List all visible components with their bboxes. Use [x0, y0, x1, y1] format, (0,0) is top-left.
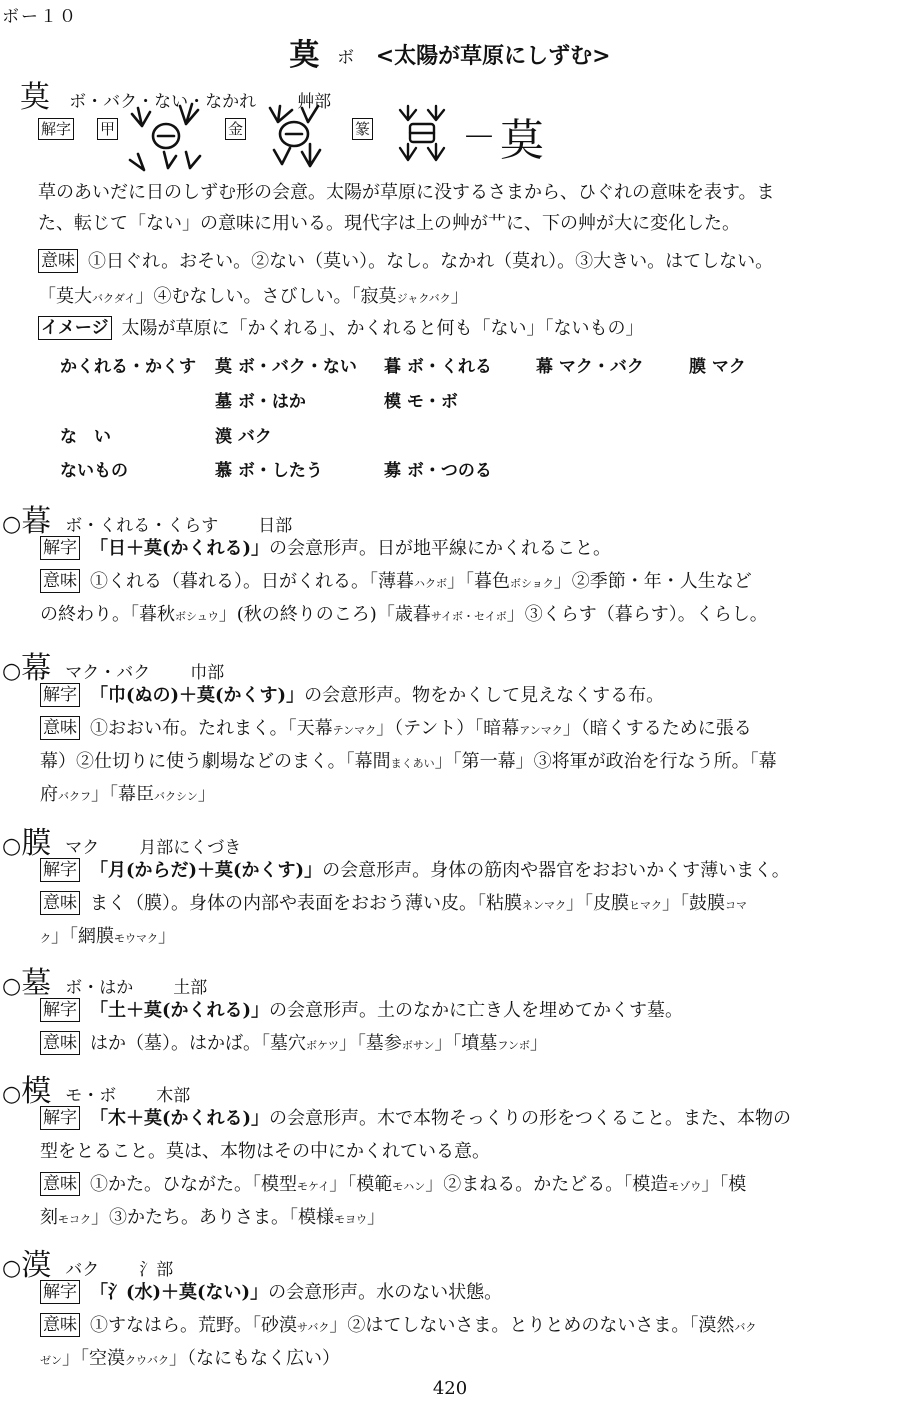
entry-imi-line — [40, 891, 747, 919]
entry-kanji: 漠 — [21, 1248, 52, 1283]
entry-radical: 月部にくづき — [139, 838, 242, 858]
title-kanji: 莫 — [289, 38, 320, 73]
entry-radical: 氵部 — [139, 1260, 174, 1280]
entry-kanji: 暮 — [21, 504, 52, 539]
entry-kaiji-text: の会意形声。身体の筋肉や器官をおおいかくす薄いまく。 — [322, 860, 790, 881]
entry-kaiji-text: の会意形声。日が地平線にかくれること。 — [269, 538, 612, 559]
entry-imi-line — [40, 1031, 548, 1059]
image-table-cell: 暮 ボ・くれる — [384, 357, 492, 377]
kaiji-label: 解字 — [40, 858, 80, 882]
entry-imi-text: ①くれる（暮れる）。日がくれる。「薄暮ハクボ」「暮色ボショク」②季節・年・人生など — [90, 571, 752, 592]
entry-imi-text: はか（墓）。はかば。「墓穴ボケツ」「墓参ボサン」「墳墓フンボ」 — [90, 1033, 548, 1054]
kaiji-label: 解字 — [40, 683, 80, 707]
entry-imi-text: の終わり。「暮秋ボシュウ」(秋の終りのころ)「歳暮サイボ・セイボ」③くらす（暮らす）。くらし。 — [40, 604, 768, 625]
entry-kaiji-text: の会意形声。土のなかに亡き人を埋めてかくす墓。 — [269, 1000, 684, 1021]
entry-imi-text: ①おおい布。たれまく。「天幕テンマク」（テント）「暗幕アンマク」（暗くするために張る — [90, 718, 752, 739]
entry-header — [2, 958, 207, 1002]
entry-imi-text: ①かた。ひながた。「模型モケイ」「模範モハン」②まねる。かたどる。「模造モゾウ」「模 — [90, 1174, 747, 1195]
entry-imi-line — [40, 569, 752, 597]
entry-radical: 日部 — [258, 516, 293, 536]
entry-kaiji-formula: 「月(からだ)＋莫(かくす)」 — [90, 860, 323, 881]
entry-circle-marker: ○ — [2, 1082, 22, 1107]
entry-kaiji-formula: 「日＋莫(かくれる)」 — [90, 538, 270, 559]
image-table-cell: 幕 マク・バク — [536, 357, 644, 377]
imi-label: 意味 — [40, 1031, 80, 1055]
entry-kaiji-text: の会意形声。木で本物そっくりの形をつくること。また、本物の — [269, 1108, 792, 1129]
bronze-script-label: 金 — [225, 118, 246, 140]
main-imi-line-1: 意味 ①日ぐれ。おそい。②ない（莫い）。なし。なかれ（莫れ）。③大きい。はてしない。 — [38, 249, 773, 275]
entry-imi-line — [40, 716, 752, 744]
entry-kaiji — [40, 683, 664, 709]
imi-label: 意味 — [40, 716, 80, 740]
entry-kaiji-text: の会意形声。水のない状態。 — [268, 1282, 503, 1303]
entry-circle-marker: ○ — [2, 659, 22, 684]
entry-imi-text: まく（膜）。身体の内部や表面をおおう薄い皮。「粘膜ネンマク」「皮膜ヒマク」「鼓膜コマ — [90, 893, 747, 914]
entry-kanji: 模 — [21, 1074, 52, 1109]
entry-kaiji-formula: 「木＋莫(かくれる)」 — [90, 1108, 270, 1129]
entry-kaiji — [40, 858, 790, 884]
entry-kaiji-extra: 型をとること。莫は、本物はその中にかくれている意。 — [40, 1141, 490, 1162]
title-reading: ボ — [337, 48, 355, 68]
entry-imi-text: 刻モコク」③かたち。ありさま。「模様モヨウ」 — [40, 1207, 385, 1228]
entry-radical: 木部 — [156, 1086, 191, 1106]
entry-readings: マク・バク — [65, 663, 151, 683]
main-imi-line-2: 「莫大バクダイ」④むなしい。さびしい。「寂莫ジャクバク」 — [38, 286, 469, 307]
kaiji-label: 解字 — [38, 118, 74, 140]
entry-readings: モ・ボ — [65, 1086, 117, 1106]
main-radical: 艸部 — [297, 92, 332, 112]
title-subtitle: <太陽が草原にしずむ> — [375, 43, 611, 69]
entry-readings: ボ・くれる・くらす — [65, 516, 219, 536]
seal-script-label: 篆 — [352, 118, 373, 140]
kaiji-label: 解字 — [40, 536, 80, 560]
entry-header — [2, 818, 241, 862]
image-table-cell: 膜 マク — [689, 357, 746, 377]
entry-imi-text: 幕）②仕切りに使う劇場などのまく。「幕間まくあい」「第一幕」③将軍が政治を行なう所。「幕 — [40, 751, 777, 772]
entry-radical: 土部 — [173, 978, 208, 998]
entry-imi-line — [40, 602, 768, 630]
entry-header — [2, 1240, 173, 1284]
image-table-row: かくれる・かくす — [60, 357, 196, 377]
imi-label: 意味 — [40, 891, 80, 915]
entry-header — [2, 643, 224, 687]
entry-imi-line — [40, 1172, 746, 1200]
image-table-cell: 慕 ボ・したう — [215, 461, 323, 481]
entry-circle-marker: ○ — [2, 512, 22, 537]
main-kaiji-line-2: た、転じて「ない」の意味に用いる。現代字は上の艸が艹に、下の艸が大に変化した。 — [38, 213, 740, 234]
page-title — [0, 30, 900, 74]
entry-header — [2, 1066, 190, 1110]
image-table-row: ないもの — [60, 461, 128, 481]
main-kaiji-line-1: 草のあいだに日のしずむ形の会意。太陽が草原に没するさまから、ひぐれの意味を表す。ま — [38, 182, 775, 203]
entry-imi-line — [40, 749, 777, 777]
bronze-glyph-icon — [262, 104, 330, 170]
imi-label: 意味 — [40, 569, 80, 593]
evolution-dash: － — [462, 118, 496, 158]
imi-label: 意味 — [40, 1313, 80, 1337]
seal-glyph-icon — [394, 104, 452, 166]
entry-kaiji — [40, 998, 683, 1024]
image-label: イメージ — [38, 316, 112, 340]
entry-circle-marker: ○ — [2, 974, 22, 999]
entry-imi-line — [40, 1346, 340, 1374]
main-kanji: 莫 — [20, 80, 50, 115]
image-table-cell: 墓 ボ・はか — [215, 392, 306, 412]
image-table-cell: 模 モ・ボ — [384, 392, 458, 412]
entry-circle-marker: ○ — [2, 1256, 22, 1281]
entry-kanji: 幕 — [21, 651, 52, 686]
kaiji-label: 解字 — [40, 1106, 80, 1130]
main-readings: ボ・バク・ない・なかれ — [69, 92, 257, 112]
entry-kaiji-formula: 「土＋莫(かくれる)」 — [90, 1000, 270, 1021]
entry-circle-marker: ○ — [2, 834, 22, 859]
imi-label: 意味 — [38, 249, 78, 273]
entry-kaiji — [40, 1106, 791, 1132]
page-number: 420 — [432, 1378, 468, 1399]
entry-kaiji — [40, 1280, 502, 1306]
oracle-script-label: 甲 — [97, 118, 118, 140]
entry-readings: マク — [65, 838, 100, 858]
entry-kanji: 墓 — [21, 966, 52, 1001]
kaiji-label: 解字 — [40, 1280, 80, 1304]
entry-header — [2, 496, 292, 540]
kaiji-label: 解字 — [40, 998, 80, 1022]
image-table-row: な い — [60, 427, 111, 447]
imi-label: 意味 — [40, 1172, 80, 1196]
modern-form: 莫 — [500, 115, 544, 166]
entry-readings: ボ・はか — [65, 978, 134, 998]
entry-imi-text: ゼン」「空漠クウバク」（なにもなく広い） — [40, 1348, 340, 1369]
oracle-bone-glyph-icon — [128, 102, 208, 174]
entry-kanji: 膜 — [21, 826, 52, 861]
entry-imi-text: ①すなはら。荒野。「砂漠サバク」②はてしないさま。とりとめのないさま。「漠然バク — [90, 1315, 757, 1336]
entry-kaiji-formula: 「巾(ぬの)＋莫(かくす)」 — [90, 685, 305, 706]
entry-imi-line — [40, 924, 176, 952]
entry-readings: バク — [65, 1260, 100, 1280]
entry-kaiji — [40, 536, 611, 562]
entry-imi-text: ク」「網膜モウマク」 — [40, 926, 176, 947]
image-table-cell: 漠 バク — [215, 427, 272, 447]
entry-kaiji-formula: 「氵(水)＋莫(ない)」 — [90, 1282, 269, 1303]
entry-imi-line — [40, 1205, 385, 1233]
entry-kaiji-text: の会意形声。物をかくして見えなくする布。 — [304, 685, 665, 706]
page-code: ボー１０ — [2, 7, 78, 27]
entry-imi-text: 府バクフ」「幕臣バクシン」 — [40, 784, 216, 805]
entry-imi-line — [40, 782, 216, 810]
entry-imi-line — [40, 1313, 756, 1341]
image-line: イメージ 太陽が草原に「かくれる」、かくれると何も「ない」「ないもの」 — [38, 316, 644, 342]
image-table-cell: 莫 ボ・バク・ない — [215, 357, 357, 377]
image-table-cell: 募 ボ・つのる — [384, 461, 492, 481]
entry-radical: 巾部 — [190, 663, 225, 683]
